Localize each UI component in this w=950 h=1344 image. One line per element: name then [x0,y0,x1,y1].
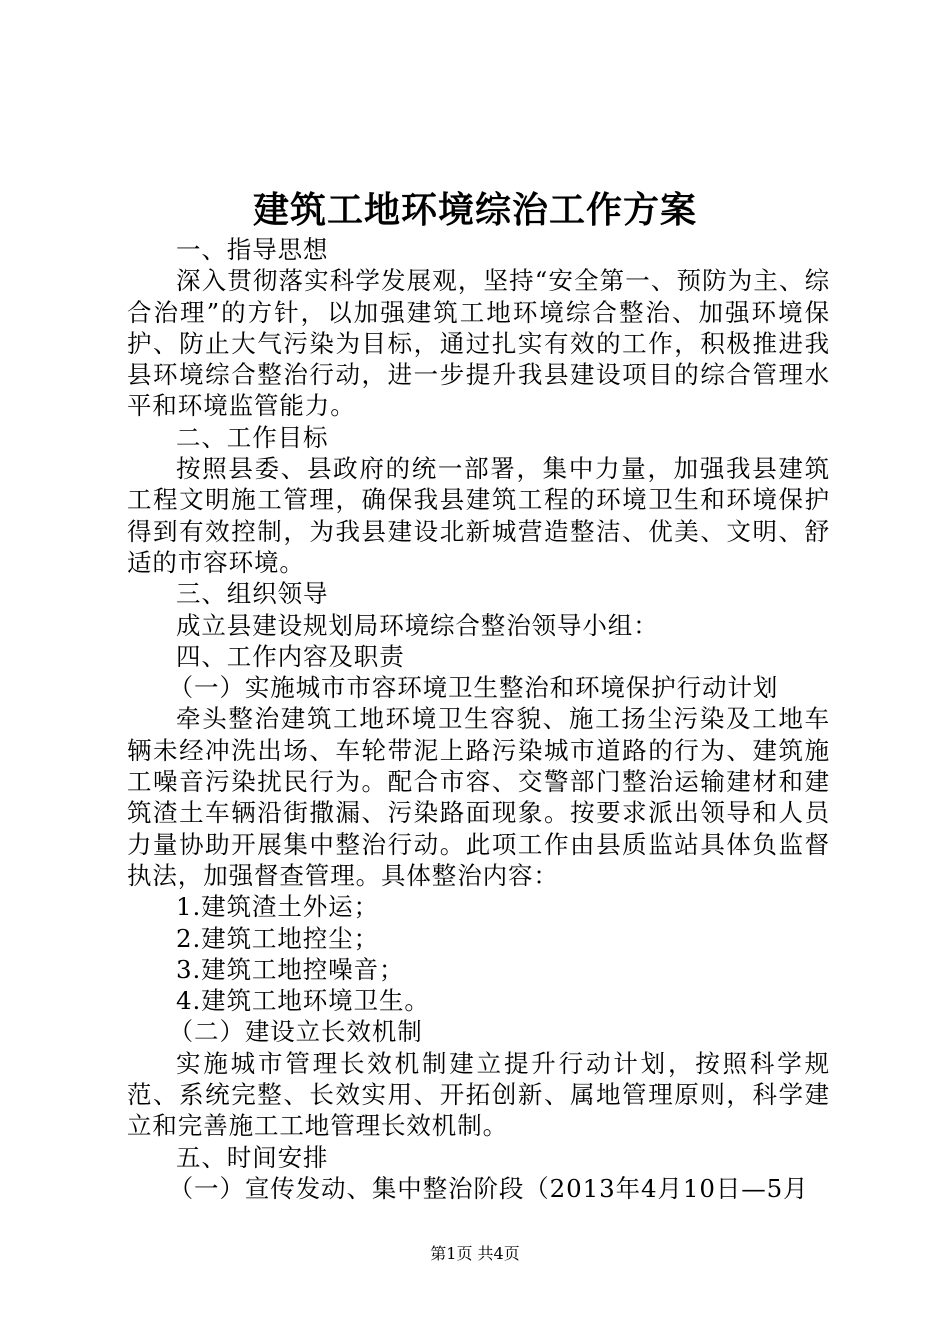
paragraph-long-term-mechanism: 实施城市管理长效机制建立提升行动计划，按照科学规范、系统完整、长效实用、开拓创新、属地管理原则，科学建立和完善施工工地管理长效机制。 [127,1048,830,1141]
paragraph-sanitation-plan: 牵头整治建筑工地环境卫生容貌、施工扬尘污染及工地车辆未经冲洗出场、车轮带泥上路污染城市道路的行为、建筑施工噪音污染扰民行为。配合市容、交警部门整治运输建材和建筑渣土车辆沿街撒漏、污染路面现象。按要求派出领导和人员力量协助开展集中整治行动。此项工作由县质监站具体负监督执法，加强督查管理。具体整治内容： [127,704,830,890]
page-footer: 第1页 共4页 [430,1244,520,1263]
document-title: 建筑工地环境综治工作方案 [252,189,697,231]
subsection-heading-sanitation-plan: （一）实施城市市容环境卫生整治和环境保护行动计划 [168,673,779,703]
paragraph-organization: 成立县建设规划局环境综合整治领导小组： [176,610,659,640]
subsection-heading-publicity-phase: （一）宣传发动、集中整治阶段（2013年4月10日—5月 [168,1173,809,1203]
list-item: 3.建筑工地控噪音； [176,954,405,984]
document-body [127,234,830,1204]
paragraph-work-goals: 按照县委、县政府的统一部署，集中力量，加强我县建筑工程文明施工管理，确保我县建筑工程的环境卫生和环境保护得到有效控制，为我县建设北新城营造整洁、优美、文明、舒适的市容环境。 [127,454,830,577]
list-item: 2.建筑工地控尘； [176,923,379,953]
section-heading-work-goals: 二、工作目标 [176,422,329,452]
section-heading-work-content: 四、工作内容及职责 [176,641,405,671]
list-item: 4.建筑工地环境卫生。 [176,986,430,1016]
section-heading-guiding-ideology: 一、指导思想 [176,235,329,264]
list-item: 1.建筑渣土外运； [176,892,379,922]
section-heading-organization: 三、组织领导 [176,579,329,609]
paragraph-guiding-ideology: 深入贯彻落实科学发展观，坚持“安全第一、预防为主、综合治理”的方针，以加强建筑工地环境综合整治、加强环境保护、防止大气污染为目标，通过扎实有效的工作，积极推进我县环境综合整治行动，进一步提升我县建设项目的综合管理水平和环境监管能力。 [127,266,830,421]
section-heading-schedule: 五、时间安排 [176,1142,329,1172]
subsection-heading-long-term-mechanism: （二）建设立长效机制 [168,1017,423,1047]
